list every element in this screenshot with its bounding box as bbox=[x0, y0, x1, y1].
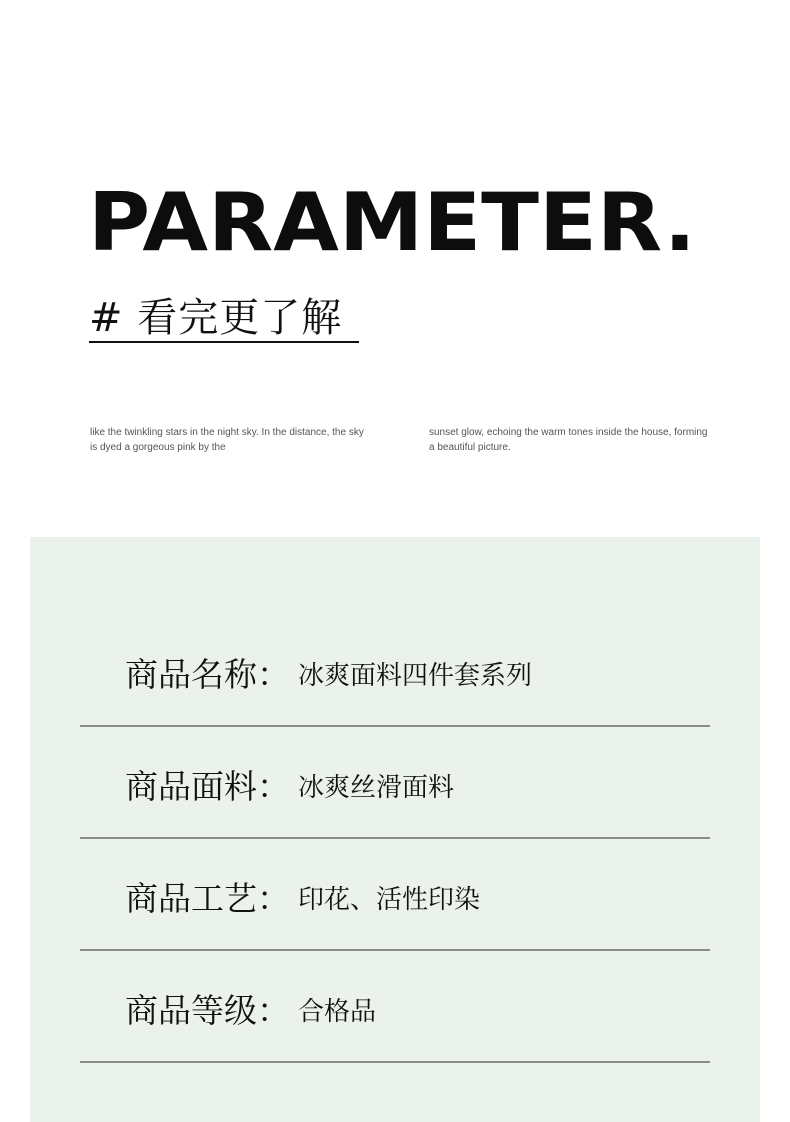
caption-left: like the twinkling stars in the night sky. In the distance, the sky is dyed a gorgeous pink by the bbox=[90, 427, 364, 453]
spec-row-grade bbox=[80, 951, 710, 1063]
spec-key: 商品等级： bbox=[125, 991, 290, 1030]
spec-key: 商品工艺： bbox=[125, 879, 290, 918]
spec-key: 商品名称： bbox=[125, 655, 290, 694]
section-subtitle: # 看完更了解 bbox=[89, 295, 343, 341]
spec-row-fabric bbox=[80, 727, 710, 839]
caption-right: sunset glow, echoing the warm tones inside the house, forming a beautiful picture. bbox=[429, 427, 708, 453]
spec-value: 冰爽丝滑面料 bbox=[298, 773, 455, 803]
spec-row-craft bbox=[80, 839, 710, 951]
spec-value: 合格品 bbox=[298, 997, 377, 1027]
spec-value: 冰爽面料四件套系列 bbox=[298, 661, 533, 691]
spec-panel bbox=[30, 537, 760, 1122]
spec-value: 印花、活性印染 bbox=[298, 885, 481, 915]
subtitle-underline bbox=[89, 341, 359, 343]
spec-key: 商品面料： bbox=[125, 767, 290, 806]
parameter-headline-text: PARAMETER. bbox=[88, 188, 696, 258]
parameter-headline bbox=[88, 188, 700, 258]
spec-row-name bbox=[80, 615, 710, 727]
